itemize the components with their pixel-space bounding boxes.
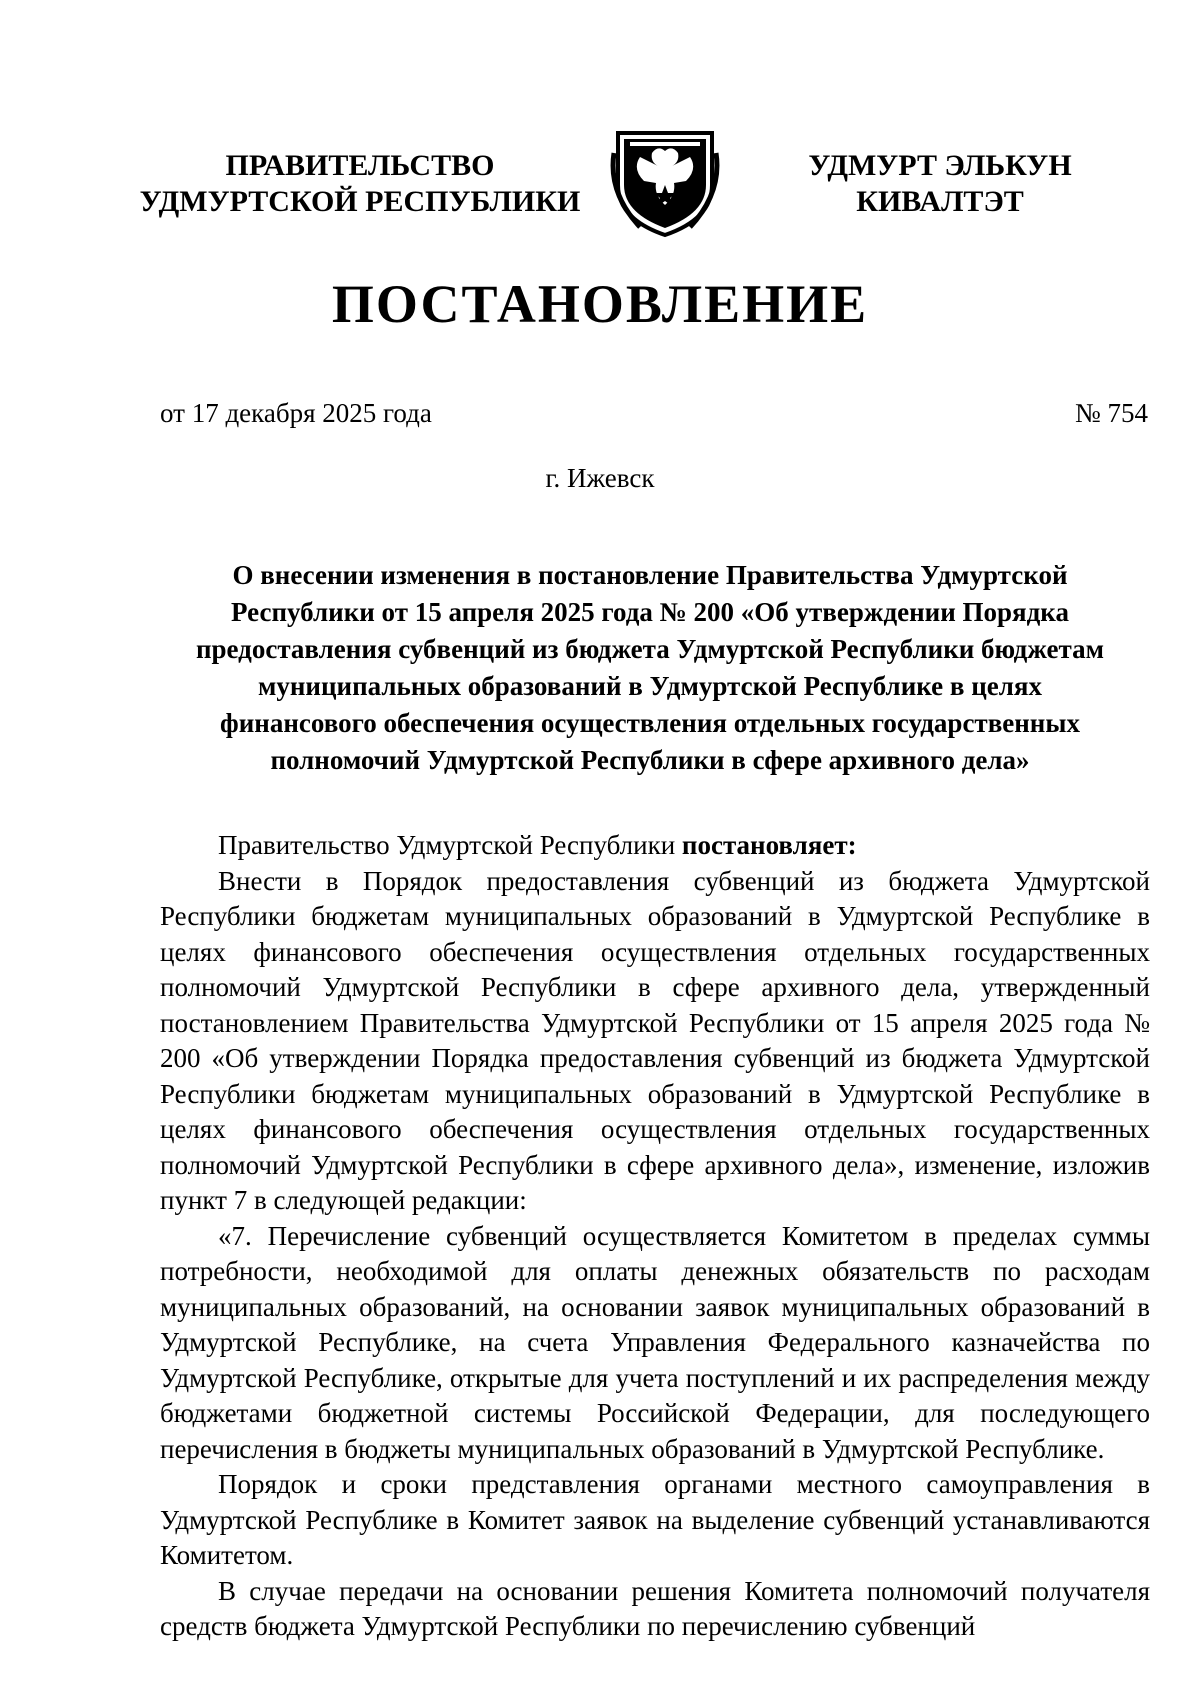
resolution-intro <box>160 828 1150 864</box>
issuer-line-2: УДМУРТСКОЙ РЕСПУБЛИКИ <box>139 185 581 218</box>
document-date: от 17 декабря 2025 года <box>160 398 432 428</box>
title-line: О внесении изменения в постановление Правительства Удмуртской <box>232 560 1068 590</box>
issuer-line-1: ПРАВИТЕЛЬСТВО <box>225 149 495 182</box>
document-type-heading: ПОСТАНОВЛЕНИЕ <box>331 274 869 334</box>
title-line: муниципальных образований в Удмуртской Республике в целях <box>257 671 1042 701</box>
document-city: г. Ижевск <box>545 463 655 493</box>
title-line: Республики от 15 апреля 2025 года № 200 «Об утверждении Порядка <box>231 597 1069 627</box>
body-paragraph: «7. Перечисление субвенций осуществляется Комитетом в пределах суммы потребности, необходимой для оплаты денежных обязательств по расходам муниципальных образований, на основании заявок муниципальных образований в Удмуртской Республике, на счета Управления Федерального казначейства по Удмуртской Республике, открытые для учета поступлений и их распределения между бюджетами бюджетной системы Российской Федерации, для последующего перечисления в бюджеты муниципальных образований в Удмуртской Республике. <box>160 1220 1150 1464</box>
udmurt-coat-of-arms-icon <box>610 123 720 239</box>
issuer-name-russian <box>130 148 590 220</box>
title-line: полномочий Удмуртской Республики в сфере архивного дела» <box>270 745 1030 775</box>
body-paragraph: В случае передачи на основании решения Комитета полномочий получателя средств бюджета Удмуртской Республики по перечислению субвенций <box>160 1575 1150 1641</box>
document-title <box>160 557 1140 779</box>
intro-text: Правительство Удмуртской Республики <box>218 830 682 860</box>
document-body <box>160 828 1150 1645</box>
body-paragraph: Порядок и сроки представления органами местного самоуправления в Удмуртской Республике в Комитет заявок на выделение субвенций устанавливаются Комитетом. <box>160 1469 1150 1570</box>
body-paragraph: Внести в Порядок предоставления субвенций из бюджета Удмуртской Республики бюджетам муниципальных образований в Удмуртской Республике в целях финансового обеспечения осуществления отдельных государственных полномочий Удмуртской Республики в сфере архивного дела, утвержденный постановлением Правительства Удмуртской Республики от 15 апреля 2025 года № 200 «Об утверждении Порядка предоставления субвенций из бюджета Удмуртской Республики бюджетам муниципальных образований в Удмуртской Республике в целях финансового обеспечения осуществления отдельных государственных полномочий Удмуртской Республики в сфере архивного дела», изменение, изложив пункт 7 в следующей редакции: <box>160 865 1150 1215</box>
title-line: предоставления субвенций из бюджета Удмуртской Республики бюджетам <box>195 634 1104 664</box>
intro-keyword: постановляет: <box>681 830 857 860</box>
document-number: № 754 <box>1074 398 1148 428</box>
title-line: финансового обеспечения осуществления отдельных государственных <box>220 708 1080 738</box>
issuer-udmurt-line-2: КИВАЛТЭТ <box>856 185 1024 218</box>
issuer-name-udmurt <box>790 148 1090 220</box>
issuer-udmurt-line-1: УДМУРТ ЭЛЬКУН <box>808 149 1072 182</box>
